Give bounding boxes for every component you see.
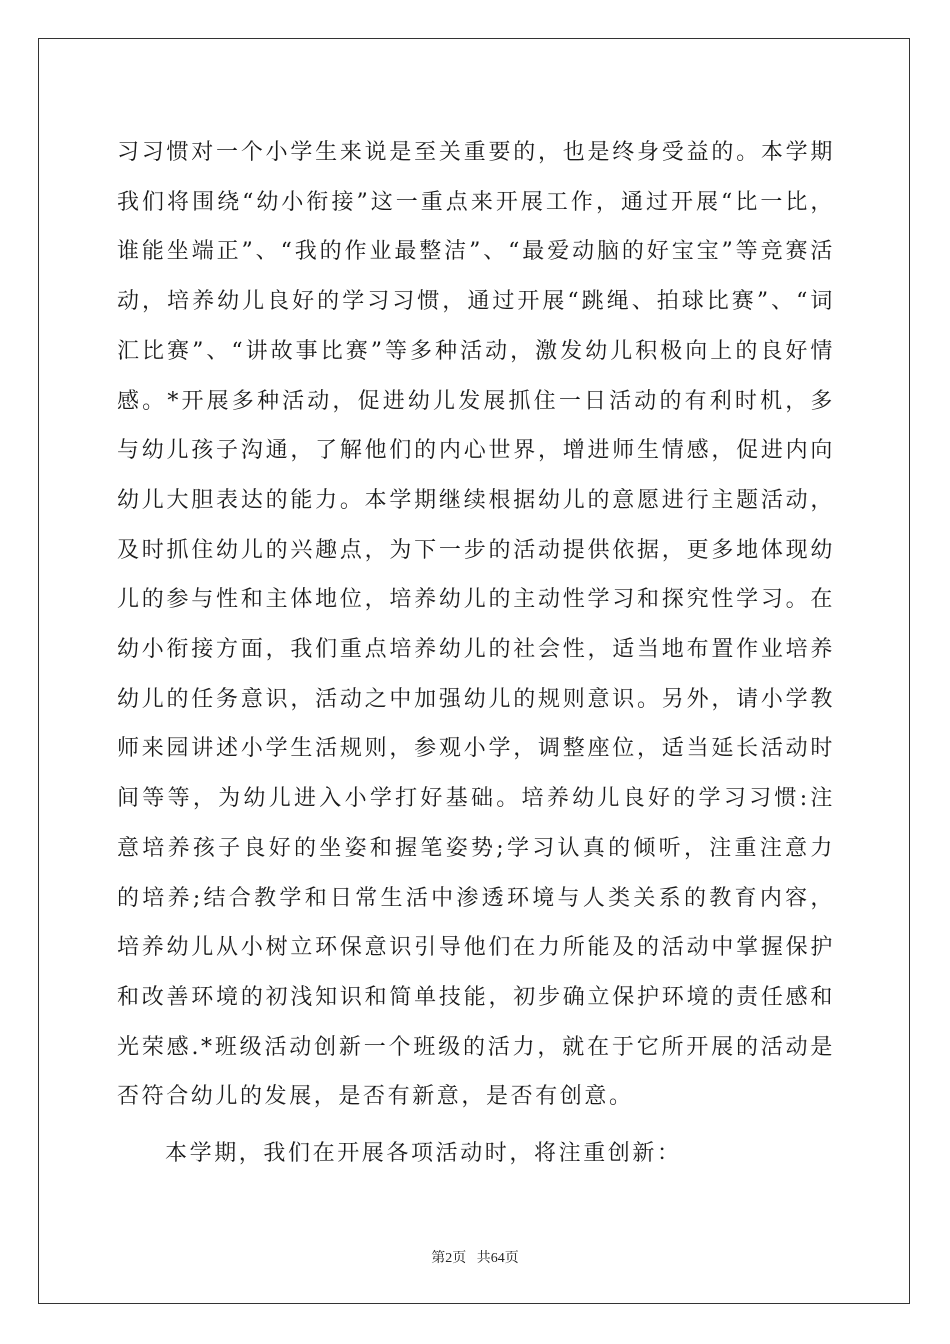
body-paragraph-2: 本学期，我们在开展各项活动时，将注重创新： <box>165 1141 682 1166</box>
current-page-label: 第2页 <box>431 1251 467 1266</box>
footer-spacer <box>466 1251 477 1266</box>
body-paragraph-1: 习习惯对一个小学生来说是至关重要的，也是终身受益的。本学期我们将围绕“幼小衔接”这一重点来开展工作，通过开展“比一比，谁能坐端正”、“我的作业最整洁”、“最爱动脑的好宝宝”等竞赛活动，培养幼儿良好的学习习惯，通过开展“跳绳、拍球比赛”、“词汇比赛”、“讲故事比赛”等多种活动，激发幼儿积极向上的良好情感。*开展多种活动，促进幼儿发展抓住一日活动的有利时机，多与幼儿孩子沟通，了解他们的内心世界，增进师生情感，促进内向幼儿大胆表达的能力。本学期继续根据幼儿的意愿进行主题活动，及时抓住幼儿的兴趣点，为下一步的活动提供依据，更多地体现幼儿的参与性和主体地位，培养幼儿的主动性学习和探究性学习。在幼小衔接方面，我们重点培养幼儿的社会性，适当地布置作业培养幼儿的任务意识，活动之中加强幼儿的规则意识。另外，请小学教师来园讲述小学生活规则，参观小学，调整座位，适当延长活动时间等等，为幼儿进入小学打好基础。培养幼儿良好的学习习惯:注意培养孩子良好的坐姿和握笔姿势;学习认真的倾听，注重注意力的培养;结合教学和日常生活中渗透环境与人类关系的教育内容，培养幼儿从小树立环保意识引导他们在力所能及的活动中掌握保护和改善环境的初浅知识和简单技能，初步确立保护环境的责任感和光荣感.*班级活动创新一个班级的活力，就在于它所开展的活动是否符合幼儿的发展，是否有新意，是否有创意。 <box>117 140 835 1110</box>
total-pages-label: 共64页 <box>476 1251 519 1266</box>
page-footer <box>0 1247 950 1267</box>
